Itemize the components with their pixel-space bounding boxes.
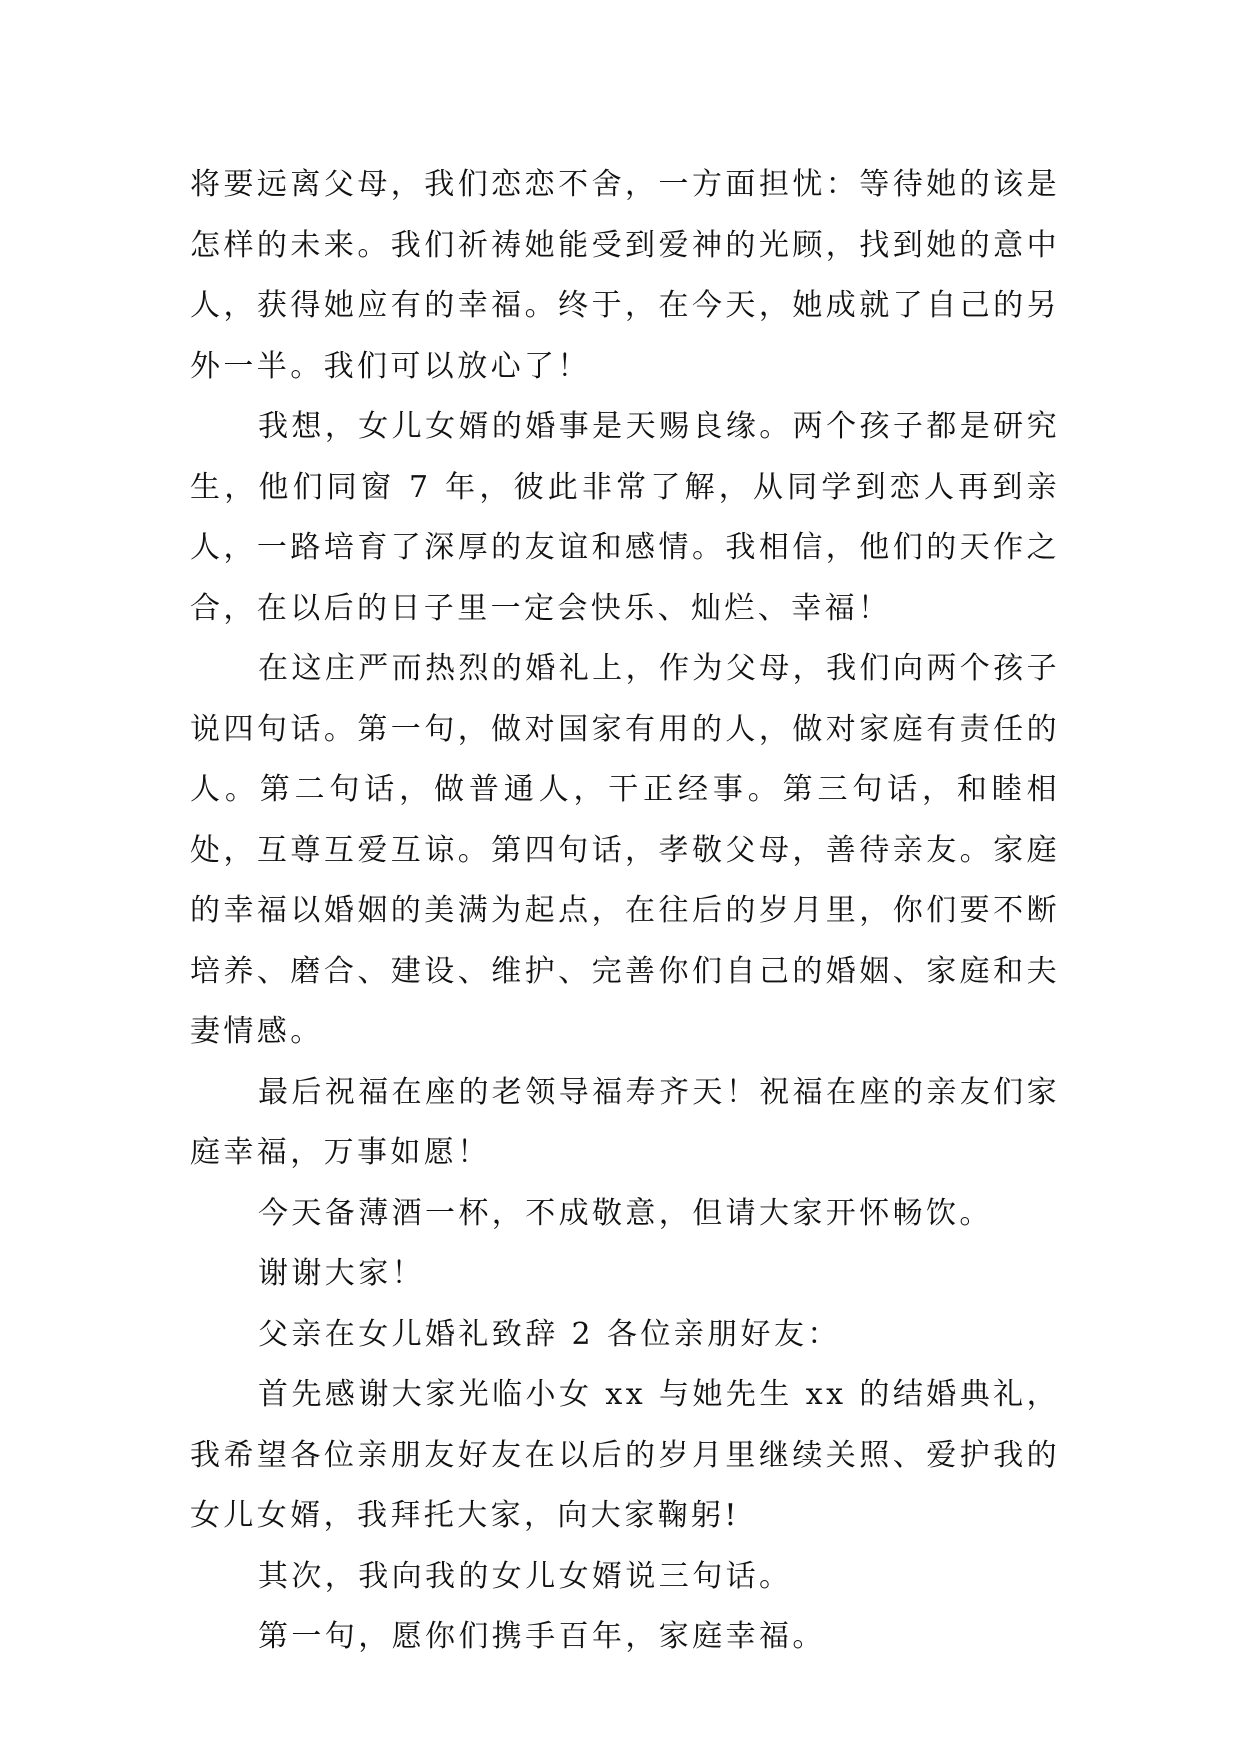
paragraph-4: 最后祝福在座的老领导福寿齐天！祝福在座的亲友们家庭幸福，万事如愿！ (190, 1074, 1060, 1170)
paragraph-7: 父亲在女儿婚礼致辞 2 各位亲朋好友： (258, 1316, 841, 1352)
paragraph-3: 在这庄严而热烈的婚礼上，作为父母，我们向两个孩子说四句话。第一句，做对国家有用的人，做对家庭有责任的人。第二句话，做普通人，干正经事。第三句话，和睦相处，互尊互爱互谅。第四句话，孝敬父母，善待亲友。家庭的幸福以婚姻的美满为起点，在往后的岁月里，你们要不断培养、磨合、建设、维护、完善你们自己的婚姻、家庭和夫妻情感。 (190, 651, 1060, 1049)
paragraph-6: 谢谢大家！ (258, 1256, 425, 1291)
paragraph-9: 其次，我向我的女儿女婿说三句话。 (258, 1558, 793, 1594)
document-body (190, 155, 1060, 1668)
paragraph-8: 首先感谢大家光临小女 xx 与她先生 xx 的结婚典礼，我希望各位亲朋友好友在以后的岁月里继续关照、爱护我的女儿女婿，我拜托大家，向大家鞠躬! (190, 1377, 1060, 1533)
paragraph-1: 将要远离父母，我们恋恋不舍，一方面担忧：等待她的该是怎样的未来。我们祈祷她能受到爱神的光顾，找到她的意中人，获得她应有的幸福。终于，在今天，她成就了自己的另外一半。我们可以放心了！ (190, 167, 1060, 384)
paragraph-5: 今天备薄酒一杯，不成敬意，但请大家开怀畅饮。 (258, 1195, 993, 1231)
paragraph-10: 第一句，愿你们携手百年，家庭幸福。 (258, 1619, 826, 1654)
paragraph-2: 我想，女儿女婿的婚事是天赐良缘。两个孩子都是研究生，他们同窗 7 年，彼此非常了解，从同学到恋人再到亲人，一路培育了深厚的友谊和感情。我相信，他们的天作之合，在以后的日子里一定会快乐、灿烂、幸福！ (190, 409, 1060, 626)
